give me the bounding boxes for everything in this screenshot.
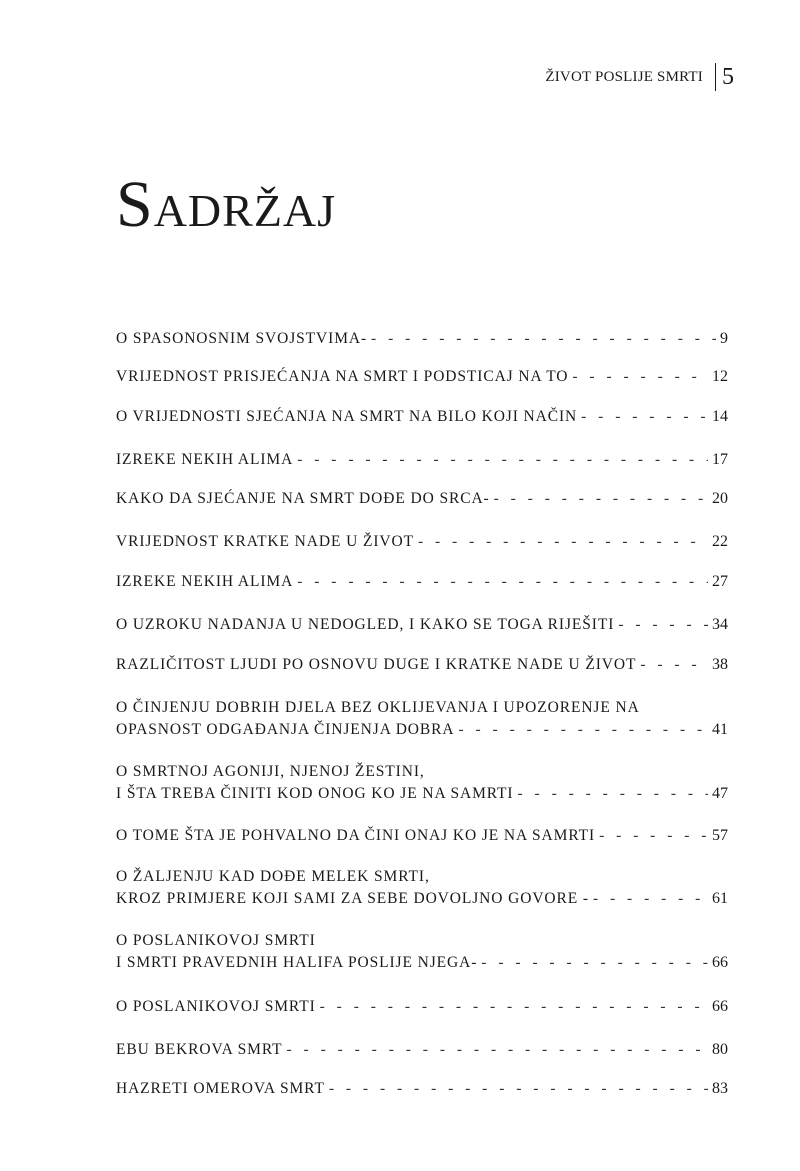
running-title: ŽIVOT POSLIJE SMRTI xyxy=(545,68,703,85)
toc-entry-line xyxy=(116,783,728,805)
toc-page-number: 22 xyxy=(712,533,728,550)
toc-page-number: 34 xyxy=(712,616,728,633)
toc-entry-title: I ŠTA TREBA ČINITI KOD ONOG KO JE NA SAMRTI xyxy=(116,785,514,802)
toc-entry xyxy=(116,761,728,805)
dot-leader xyxy=(371,328,716,350)
page-number: 5 xyxy=(722,64,734,90)
toc-entry-line xyxy=(116,952,728,974)
toc-entry-line xyxy=(116,406,728,428)
toc-entry xyxy=(116,996,728,1018)
toc-entry-title: I SMRTI PRAVEDNIH HALIFA POSLIJE NJEGA- xyxy=(116,954,478,971)
toc-entry-title: O ČINJENJU DOBRIH DJELA BEZ OKLIJEVANJA I UPOZORENJE NA xyxy=(116,699,640,716)
toc-entry-line xyxy=(116,654,728,676)
toc-entry xyxy=(116,930,728,974)
toc-entry-line xyxy=(116,1039,728,1061)
toc-entry xyxy=(116,697,728,741)
dot-leader xyxy=(297,449,708,471)
dot-leader xyxy=(494,488,708,510)
toc-entry xyxy=(116,531,728,553)
running-header xyxy=(545,62,734,92)
toc-entry-line xyxy=(116,571,728,593)
toc-page-number: 57 xyxy=(712,827,728,844)
toc-entry-title: VRIJEDNOST PRISJEĆANJA NA SMRT I PODSTICAJ NA TO xyxy=(116,368,569,385)
toc-entry xyxy=(116,406,728,428)
toc-page-number: 38 xyxy=(712,656,728,673)
toc-entry xyxy=(116,449,728,471)
toc-entry-title: O POSLANIKOVOJ SMRTI xyxy=(116,932,316,949)
toc-entry-title: O VRIJEDNOSTI SJEĆANJA NA SMRT NA BILO KOJI NAČIN xyxy=(116,408,578,425)
toc-entry xyxy=(116,328,728,350)
toc-entry-title: IZREKE NEKIH ALIMA xyxy=(116,451,294,468)
toc-page-number: 20 xyxy=(712,490,728,507)
toc-entry-title: O UZROKU NADANJA U NEDOGLED, I KAKO SE TOGA RIJEŠITI xyxy=(116,616,615,633)
dot-leader xyxy=(418,531,708,553)
toc-entry-title: O ŽALJENJU KAD DOĐE MELEK SMRTI, xyxy=(116,868,430,885)
toc-page-number: 66 xyxy=(712,954,728,971)
toc-entry-line xyxy=(116,761,728,783)
toc-page-number: 12 xyxy=(712,368,728,385)
toc-entry-title: KAKO DA SJEĆANJE NA SMRT DOĐE DO SRCA- xyxy=(116,490,490,507)
toc-entry-title: O TOME ŠTA JE POHVALNO DA ČINI ONAJ KO JE NA SAMRTI xyxy=(116,827,596,844)
toc-entry-line xyxy=(116,614,728,636)
toc-entry-title: RAZLIČITOST LJUDI PO OSNOVU DUGE I KRATKE NADE U ŽIVOT xyxy=(116,656,637,673)
toc-entry-line xyxy=(116,719,728,741)
dot-leader xyxy=(593,888,708,910)
toc-page-number: 83 xyxy=(712,1080,728,1097)
toc-entry-line xyxy=(116,1078,728,1100)
toc-page-number: 14 xyxy=(712,408,728,425)
toc-entry-title: KROZ PRIMJERE KOJI SAMI ZA SEBE DOVOLJNO GOVORE - xyxy=(116,890,589,907)
toc-entry-title: O SMRTNOJ AGONIJI, NJENOJ ŽESTINI, xyxy=(116,763,425,780)
toc-entry-line xyxy=(116,825,728,847)
toc-entry-title: HAZRETI OMEROVA SMRT xyxy=(116,1080,325,1097)
dot-leader xyxy=(518,783,709,805)
toc-page-number: 47 xyxy=(712,785,728,802)
toc-page-number: 41 xyxy=(712,721,728,738)
dot-leader xyxy=(572,366,708,388)
dot-leader xyxy=(297,571,708,593)
toc-entry-title: VRIJEDNOST KRATKE NADE U ŽIVOT xyxy=(116,533,414,550)
toc-page-number: 9 xyxy=(720,330,728,347)
toc-entry-title: OPASNOST ODGAĐANJA ČINJENJA DOBRA xyxy=(116,721,455,738)
toc-entry-line xyxy=(116,328,728,350)
dot-leader xyxy=(287,1039,709,1061)
toc-entry-line xyxy=(116,697,728,719)
dot-leader xyxy=(329,1078,708,1100)
toc-page-number: 17 xyxy=(712,451,728,468)
toc-entry-line xyxy=(116,888,728,910)
dot-leader xyxy=(599,825,708,847)
toc-page-number: 66 xyxy=(712,998,728,1015)
toc-entry xyxy=(116,366,728,388)
toc-page-number: 61 xyxy=(712,890,728,907)
dot-leader xyxy=(458,719,708,741)
page-title: Sadržaj xyxy=(116,168,337,241)
toc-entry-line xyxy=(116,996,728,1018)
toc-entry xyxy=(116,614,728,636)
toc-entry-title: O POSLANIKOVOJ SMRTI xyxy=(116,998,316,1015)
toc-page-number: 27 xyxy=(712,573,728,590)
toc-entry-line xyxy=(116,866,728,888)
toc-entry-title: IZREKE NEKIH ALIMA xyxy=(116,573,294,590)
toc-entry-title: EBU BEKROVA SMRT xyxy=(116,1041,283,1058)
toc-entry-line xyxy=(116,366,728,388)
dot-leader xyxy=(481,952,708,974)
toc-entry xyxy=(116,488,728,510)
dot-leader xyxy=(640,654,708,676)
toc-entry-line xyxy=(116,488,728,510)
dot-leader xyxy=(581,406,708,428)
dot-leader xyxy=(320,996,708,1018)
toc-entry xyxy=(116,1078,728,1100)
toc-entry xyxy=(116,1039,728,1061)
toc-entry xyxy=(116,825,728,847)
toc-page-number: 80 xyxy=(712,1041,728,1058)
toc-entry-line xyxy=(116,930,728,952)
toc-entry-line xyxy=(116,531,728,553)
toc-entry-title: O SPASONOSNIM SVOJSTVIMA- xyxy=(116,330,368,347)
dot-leader xyxy=(618,614,708,636)
toc-entry xyxy=(116,866,728,910)
toc-entry xyxy=(116,654,728,676)
toc-entry-line xyxy=(116,449,728,471)
header-divider xyxy=(715,63,716,91)
toc-entry xyxy=(116,571,728,593)
